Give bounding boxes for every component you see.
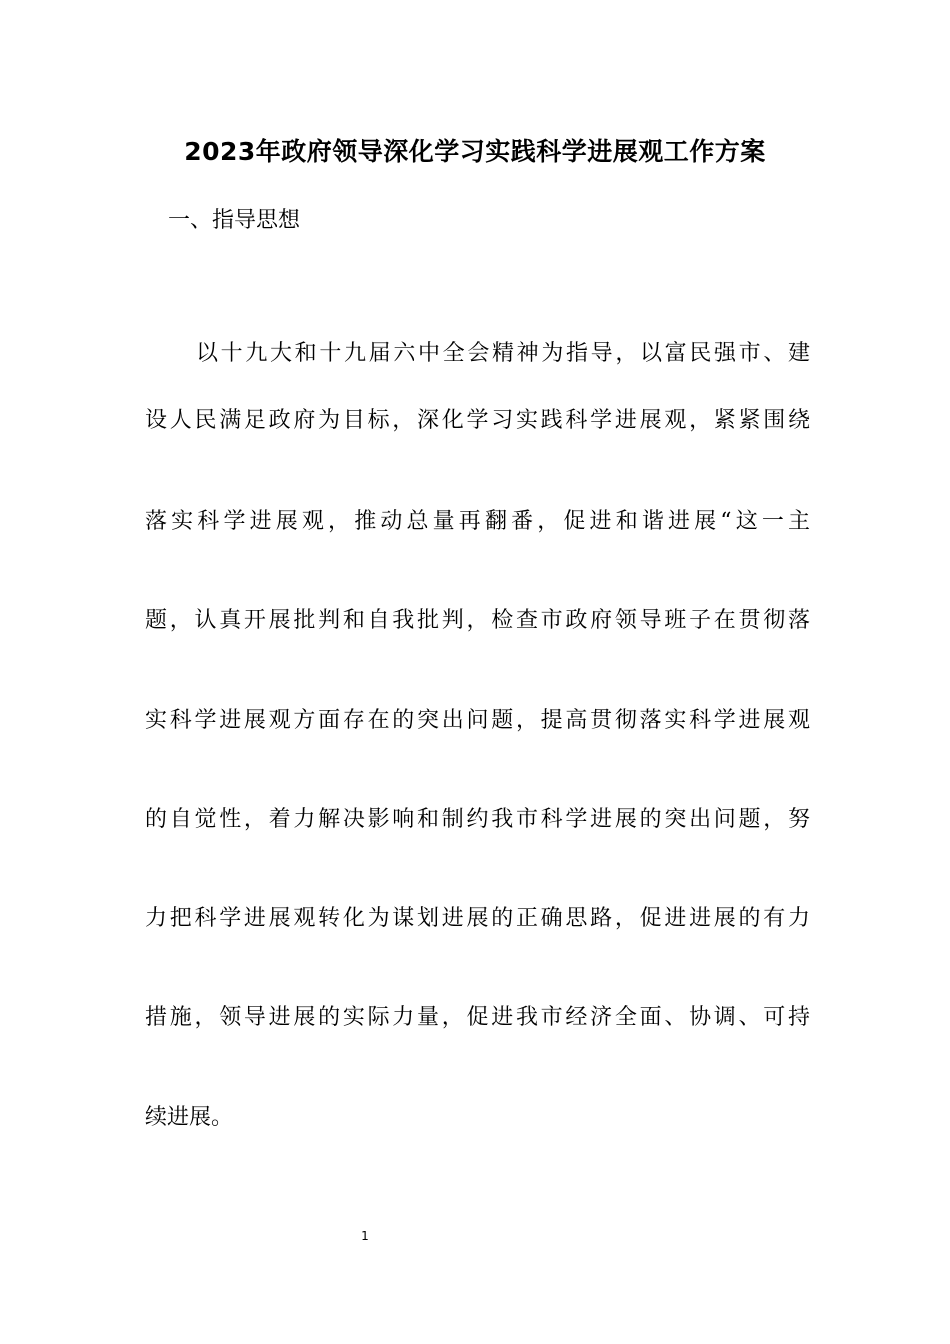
document-title: 2023年政府领导深化学习实践科学进展观工作方案 xyxy=(184,137,766,166)
section-heading: 一、指导思想 xyxy=(168,208,301,233)
paragraph-line: 力把科学进展观转化为谋划进展的正确思路，促进进展的有力 xyxy=(145,906,810,931)
paragraph-line: 措施，领导进展的实际力量，促进我市经济全面、协调、可持 xyxy=(145,1005,810,1030)
paragraph-line: 续进展。 xyxy=(145,1105,234,1130)
page-number: 1 xyxy=(361,1229,369,1243)
paragraph-line: 的自觉性，着力解决影响和制约我市科学进展的突出问题，努 xyxy=(145,807,810,832)
paragraph-line: 实科学进展观方面存在的突出问题，提高贯彻落实科学进展观 xyxy=(145,708,810,733)
paragraph-line: 以十九大和十九届六中全会精神为指导，以富民强市、建 xyxy=(196,341,810,366)
paragraph-line: 设人民满足政府为目标，深化学习实践科学进展观，紧紧围绕 xyxy=(145,408,810,433)
paragraph-line: 落实科学进展观，推动总量再翻番，促进和谐进展“这一主 xyxy=(145,509,810,534)
paragraph-line: 题，认真开展批判和自我批判，检查市政府领导班子在贯彻落 xyxy=(145,608,810,633)
